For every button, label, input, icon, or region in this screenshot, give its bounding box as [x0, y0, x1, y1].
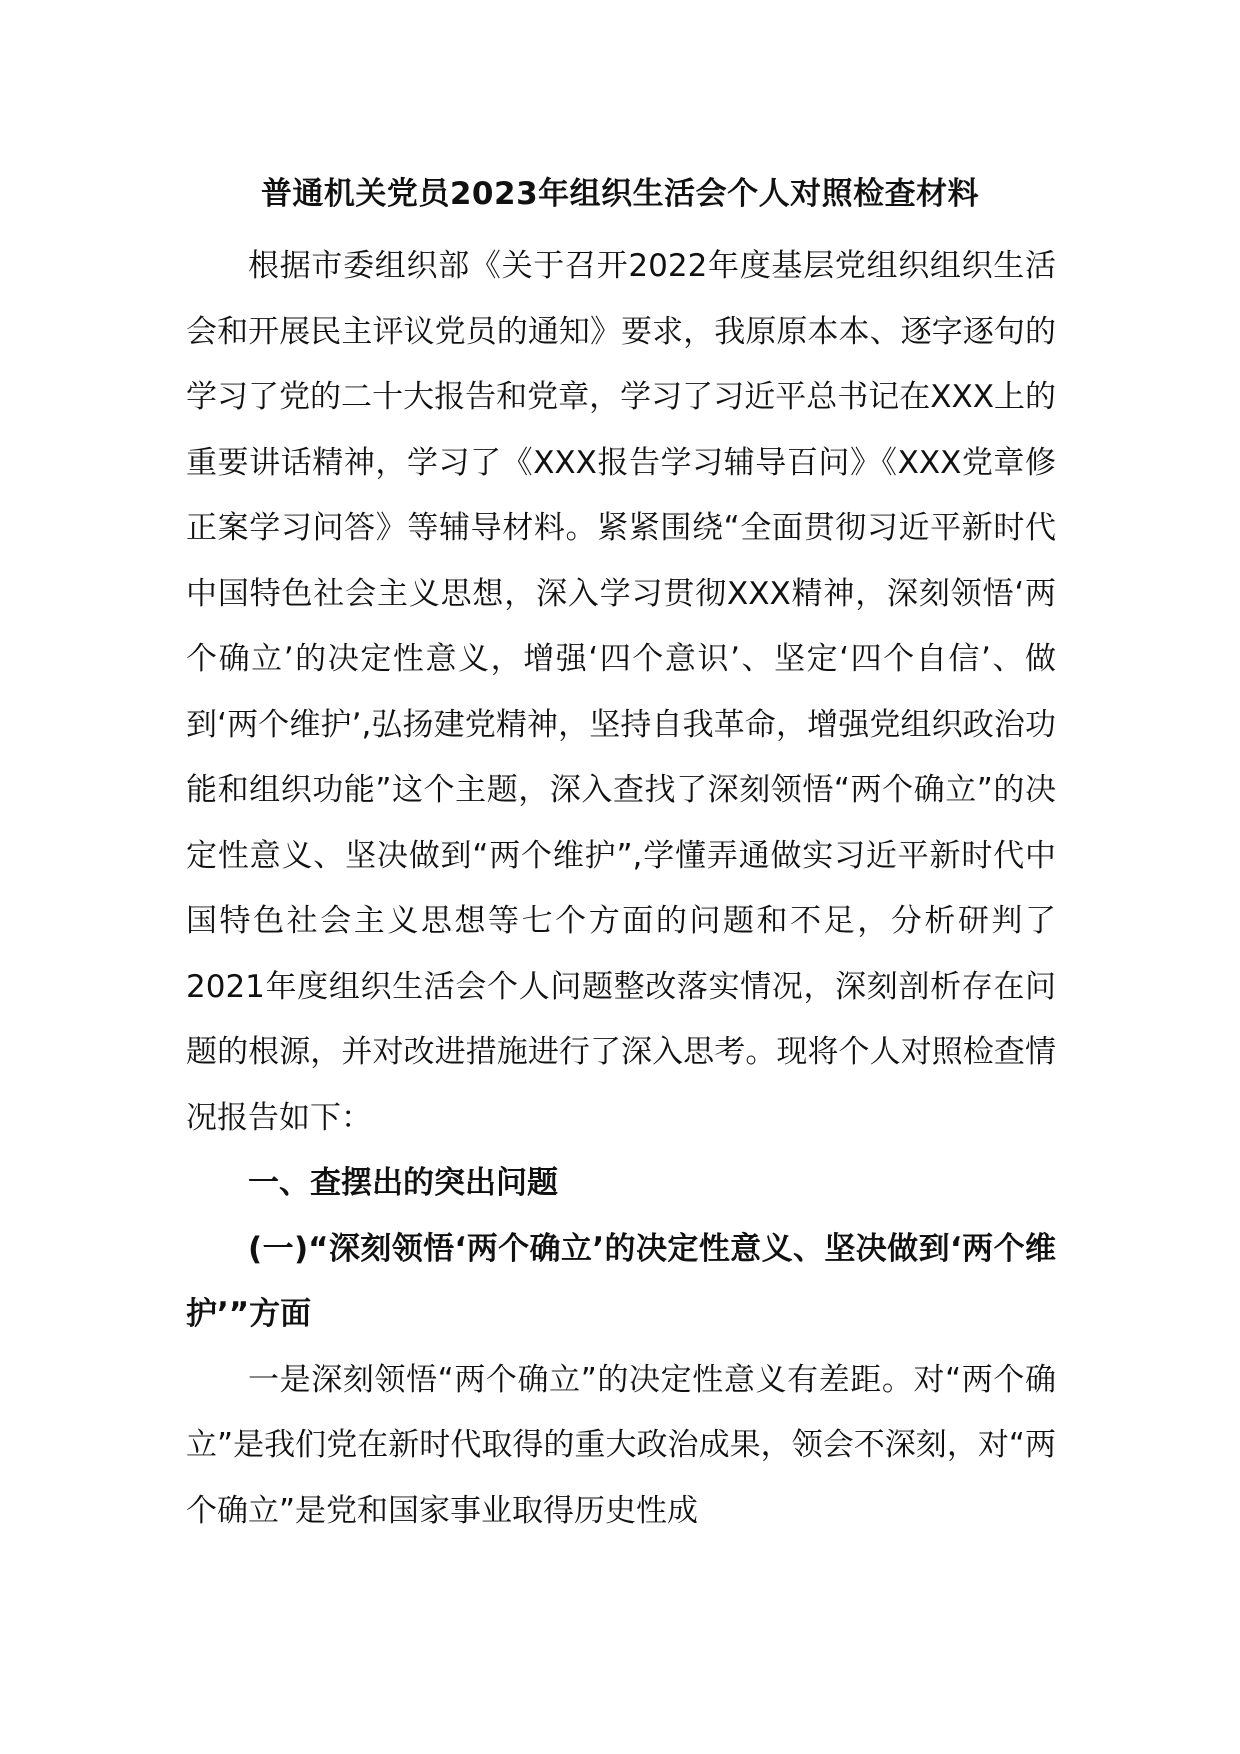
document-title: 普通机关党员2023年组织生活会个人对照检查材料	[260, 176, 980, 212]
document-body	[186, 234, 1056, 1544]
intro-paragraph: 根据市委组织部《关于召开2022年度基层党组织组织生活会和开展民主评议党员的通知》要求，我原原本本、逐字逐句的学习了党的二十大报告和党章，学习了习近平总书记在XXX上的重要讲话精神，学习了《XXX报告学习辅导百问》《XXX党章修正案学习问答》等辅导材料。紧紧围绕“全面贯彻习近平新时代中国特色社会主义思想，深入学习贯彻XXX精神，深刻领悟‘两个确立’的决定性意义，增强‘四个意识’、坚定‘四个自信’、做到‘两个维护’,弘扬建党精神，坚持自我革命，增强党组织政治功能和组织功能”这个主题，深入查找了深刻领悟“两个确立”的决定性意义、坚决做到“两个维护”,学懂弄通做实习近平新时代中国特色社会主义思想等七个方面的问题和不足，分析研判了2021年度组织生活会个人问题整改落实情况，深刻剖析存在问题的根源，并对改进措施进行了深入思考。现将个人对照检查情况报告如下：	[186, 248, 1056, 1136]
subsection-heading: (一)“深刻领悟‘两个确立’的决定性意义、坚决做到‘两个维护’”方面	[186, 1230, 1056, 1332]
point-paragraph: 一是深刻领悟“两个确立”的决定性意义有差距。对“两个确立”是我们党在新时代取得的重大政治成果，领会不深刻，对“两个确立”是党和国家事业取得历史性成	[186, 1361, 1056, 1529]
section-heading: 一、查摆出的突出问题	[248, 1165, 558, 1201]
